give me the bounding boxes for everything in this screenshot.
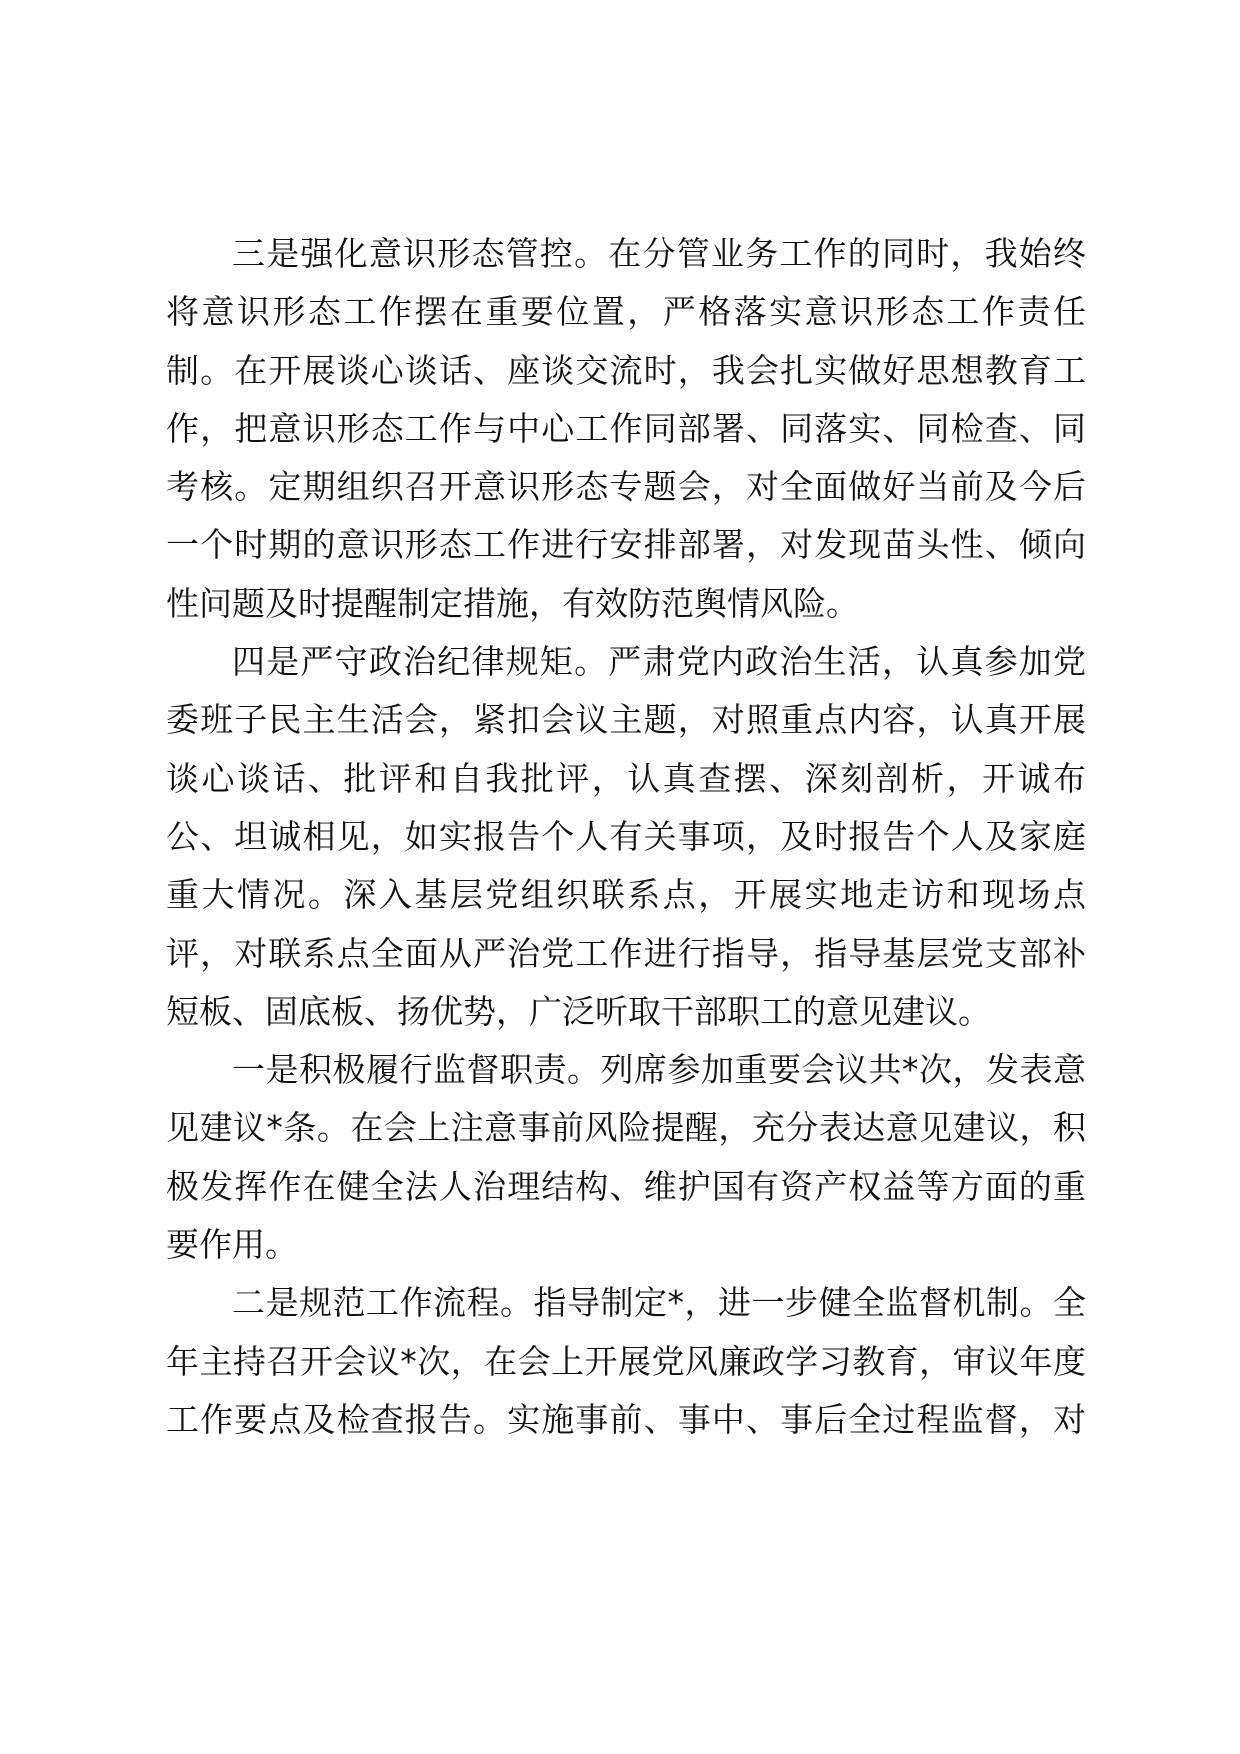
paragraph-line: 考核。定期组织召开意识形态专题会，对全面做好当前及今后 [166,467,1086,507]
paragraph-line: 三是强化意识形态管控。在分管业务工作的同时，我始终 [232,234,1086,273]
paragraph-work-process [166,1274,1086,1449]
paragraph-line: 短板、固底板、扬优势，广泛听取干部职工的意见建议。 [166,991,991,1031]
document-body [166,225,1086,1449]
paragraph-line: 委班子民主生活会，紧扣会议主题，对照重点内容，认真开展 [166,700,1086,740]
paragraph-political-discipline [166,633,1086,1041]
paragraph-line: 作，把意识形态工作与中心工作同部署、同落实、同检查、同 [166,408,1086,448]
paragraph-line: 一个时期的意识形态工作进行安排部署，对发现苗头性、倾向 [166,525,1086,565]
paragraph-line: 一是积极履行监督职责。列席参加重要会议共*次，发表意 [232,1050,1086,1090]
paragraph-line: 二是规范工作流程。指导制定*，进一步健全监督机制。全 [232,1283,1086,1323]
paragraph-line: 谈心谈话、批评和自我批评，认真查摆、深刻剖析，开诚布 [166,758,1086,798]
paragraph-line: 要作用。 [166,1225,298,1265]
paragraph-line: 公、坦诚相见，如实报告个人有关事项，及时报告个人及家庭 [166,816,1086,856]
paragraph-ideology-control [166,225,1086,633]
paragraph-supervision-duty [166,1041,1086,1274]
paragraph-line: 重大情况。深入基层党组织联系点，开展实地走访和现场点 [166,875,1086,915]
paragraph-line: 制。在开展谈心谈话、座谈交流时，我会扎实做好思想教育工 [166,350,1086,390]
paragraph-line: 工作要点及检查报告。实施事前、事中、事后全过程监督，对 [166,1399,1086,1439]
paragraph-line: 极发挥作在健全法人治理结构、维护国有资产权益等方面的重 [166,1166,1086,1206]
paragraph-line: 评，对联系点全面从严治党工作进行指导，指导基层党支部补 [166,933,1086,973]
paragraph-line: 见建议*条。在会上注意事前风险提醒，充分表达意见建议，积 [166,1108,1086,1148]
paragraph-line: 将意识形态工作摆在重要位置，严格落实意识形态工作责任 [166,292,1086,332]
paragraph-line: 性问题及时提醒制定措施，有效防范舆情风险。 [166,583,859,623]
paragraph-line: 四是严守政治纪律规矩。严肃党内政治生活，认真参加党 [232,642,1086,682]
paragraph-line: 年主持召开会议*次，在会上开展党风廉政学习教育，审议年度 [166,1341,1086,1381]
